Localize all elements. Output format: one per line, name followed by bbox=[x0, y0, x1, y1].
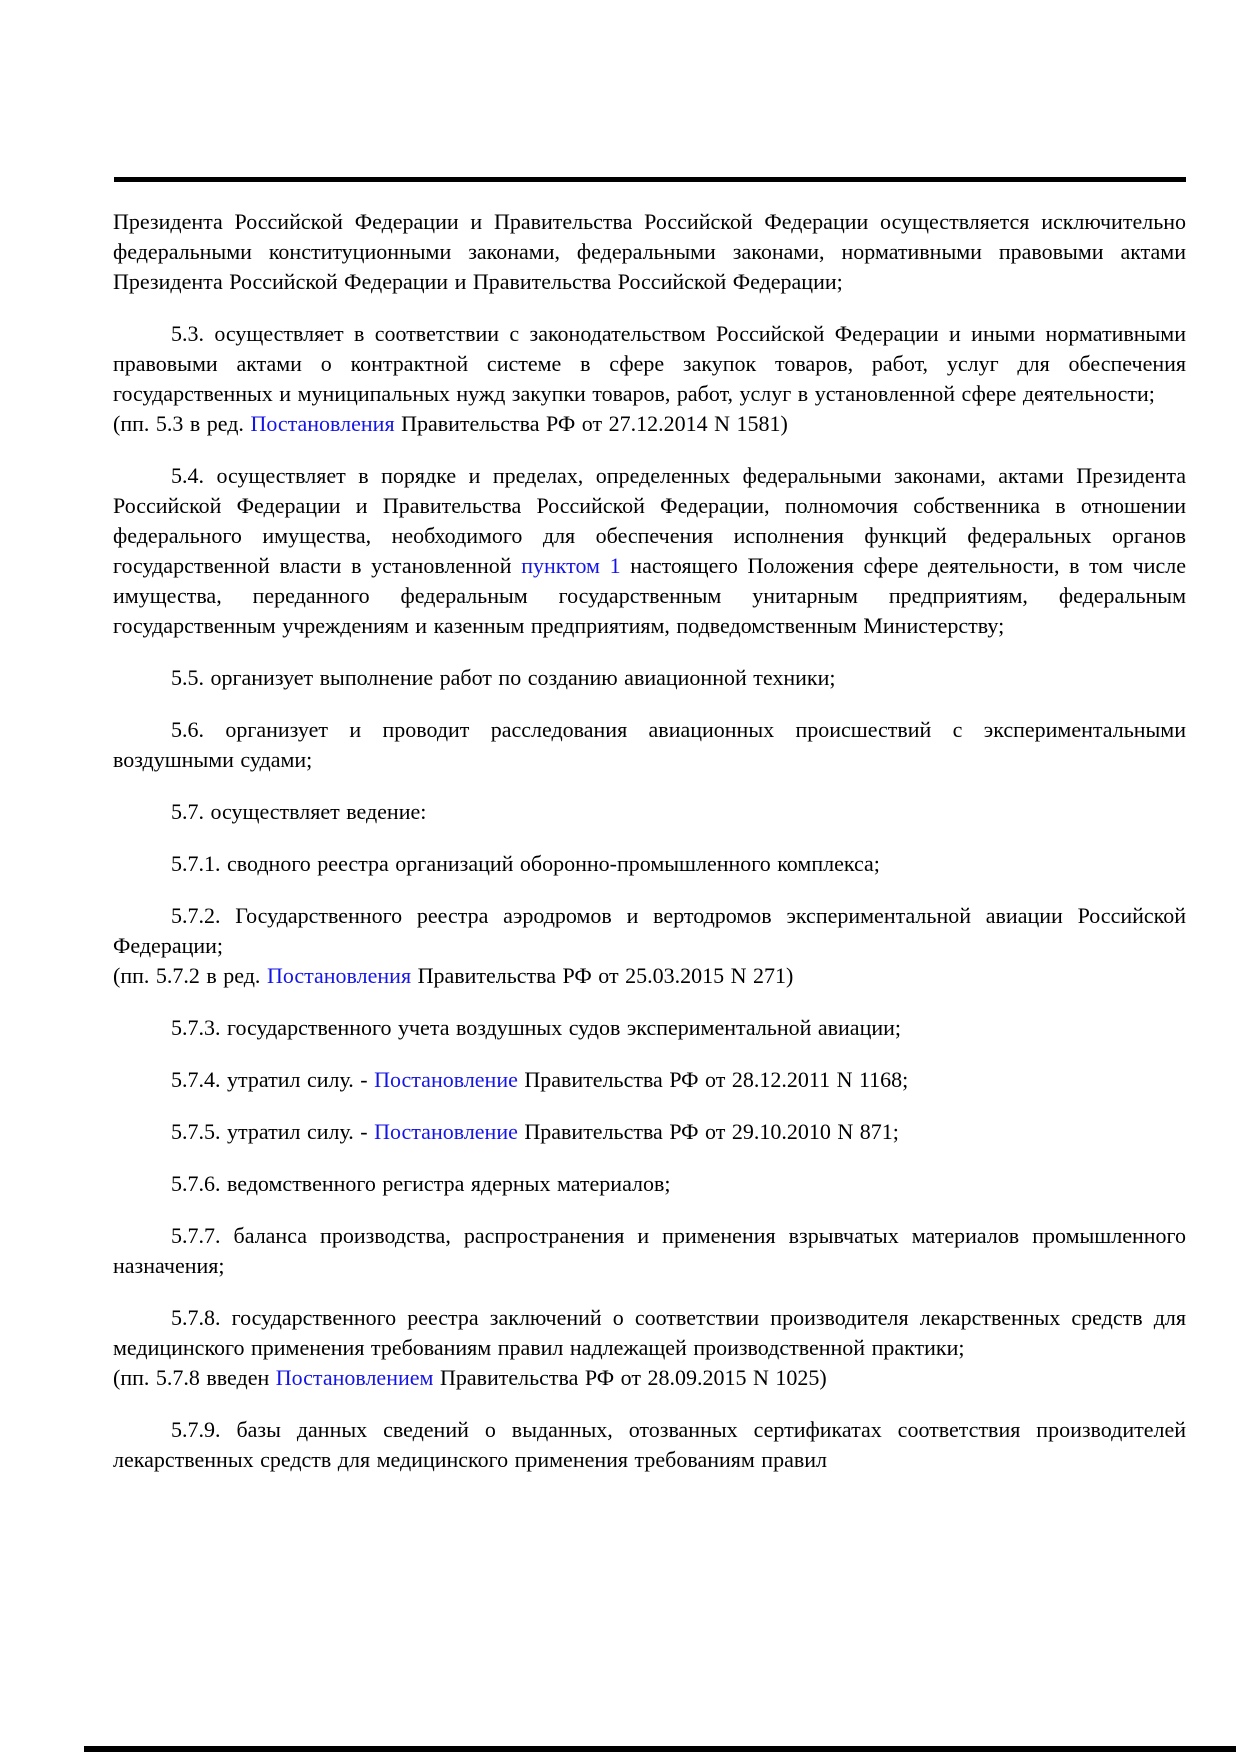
text-run: 5.7.4. утратил силу. - bbox=[171, 1067, 375, 1092]
text-run: Правительства РФ от 27.12.2014 N 1581) bbox=[394, 411, 788, 436]
paragraph bbox=[113, 319, 1186, 409]
paragraph bbox=[113, 1415, 1186, 1475]
text-run: Правительства РФ от 29.10.2010 N 871; bbox=[517, 1119, 899, 1144]
paragraph bbox=[113, 715, 1186, 775]
reference-link[interactable]: Постановление bbox=[374, 1119, 518, 1144]
reference-link[interactable]: Постановления bbox=[266, 963, 412, 988]
text-run: 5.7.5. утратил силу. - bbox=[171, 1119, 375, 1144]
text-run: 5.7.9. базы данных сведений о выданных, отозванных сертификатах соответствия производителей лекарственных средств для медицинского применения требованиям правил bbox=[113, 1417, 1186, 1472]
paragraph bbox=[113, 663, 1186, 693]
text-run: Правительства РФ от 28.09.2015 N 1025) bbox=[433, 1365, 827, 1390]
text-run: 5.5. организует выполнение работ по созданию авиационной техники; bbox=[171, 665, 836, 690]
reference-link[interactable]: Постановления bbox=[250, 411, 395, 436]
text-run: Правительства РФ от 25.03.2015 N 271) bbox=[411, 963, 794, 988]
paragraph bbox=[113, 1221, 1186, 1281]
paragraph bbox=[113, 461, 1186, 641]
paragraph bbox=[113, 1013, 1186, 1043]
text-run: Правительства РФ от 28.12.2011 N 1168; bbox=[517, 1067, 909, 1092]
amendment-note bbox=[113, 1363, 1186, 1393]
text-run: Президента Российской Федерации и Правительства Российской Федерации осуществляется исключительно федеральными конституционными законами, федеральными законами, нормативными правовыми актами Президента Российской Федерации и Правительства Российской Федерации; bbox=[113, 209, 1186, 294]
text-run: 5.7.1. сводного реестра организаций оборонно-промышленного комплекса; bbox=[171, 851, 880, 876]
paragraph bbox=[113, 1117, 1186, 1147]
text-run: 5.3. осуществляет в соответствии с законодательством Российской Федерации и иными нормативными правовыми актами о контрактной системе в сфере закупок товаров, работ, услуг для обеспечения государственных и муниципальных нужд закупки товаров, работ, услуг в установленной сфере деятельности; bbox=[113, 321, 1186, 406]
document-body bbox=[113, 207, 1186, 1497]
text-run: 5.7.6. ведомственного регистра ядерных материалов; bbox=[171, 1171, 671, 1196]
reference-link[interactable]: Постановлением bbox=[275, 1365, 434, 1390]
paragraph bbox=[113, 1303, 1186, 1363]
text-run: 5.7.7. баланса производства, распространения и применения взрывчатых материалов промышленного назначения; bbox=[113, 1223, 1186, 1278]
paragraph bbox=[113, 207, 1186, 297]
amendment-note bbox=[113, 961, 1186, 991]
amendment-note bbox=[113, 409, 1186, 439]
page-bottom-rule bbox=[84, 1746, 1236, 1752]
text-run: 5.4. осуществляет в порядке и пределах, определенных федеральными законами, актами Президента Российской Федерации и Правительства Российской Федерации, полномочия собственника в отношении федерального имущества, необходимого для обеспечения исполнения функций федеральных органов государственной власти в установленной bbox=[113, 463, 1186, 578]
text-run: 5.7. осуществляет ведение: bbox=[171, 799, 427, 824]
paragraph bbox=[113, 797, 1186, 827]
reference-link[interactable]: Постановление bbox=[374, 1067, 518, 1092]
paragraph bbox=[113, 1065, 1186, 1095]
reference-link[interactable]: пунктом 1 bbox=[521, 553, 621, 578]
text-run: 5.6. организует и проводит расследования авиационных происшествий с экспериментальными воздушными судами; bbox=[113, 717, 1186, 772]
text-run: (пп. 5.3 в ред. bbox=[113, 411, 251, 436]
text-run: (пп. 5.7.2 в ред. bbox=[113, 963, 267, 988]
paragraph bbox=[113, 849, 1186, 879]
text-run: 5.7.8. государственного реестра заключений о соответствии производителя лекарственных средств для медицинского применения требованиям правил надлежащей производственной практики; bbox=[113, 1305, 1186, 1360]
page-top-rule bbox=[114, 177, 1186, 182]
text-run: (пп. 5.7.8 введен bbox=[113, 1365, 276, 1390]
paragraph bbox=[113, 1169, 1186, 1199]
text-run: 5.7.2. Государственного реестра аэродромов и вертодромов экспериментальной авиации Российской Федерации; bbox=[113, 903, 1186, 958]
text-run: 5.7.3. государственного учета воздушных судов экспериментальной авиации; bbox=[171, 1015, 902, 1040]
paragraph bbox=[113, 901, 1186, 961]
text-run: настоящего Положения сфере деятельности, в том числе имущества, переданного федеральным государственным унитарным предприятиям, федеральным государственным учреждениям и казенным предприятиям, подведомственным Министерству; bbox=[113, 553, 1186, 638]
